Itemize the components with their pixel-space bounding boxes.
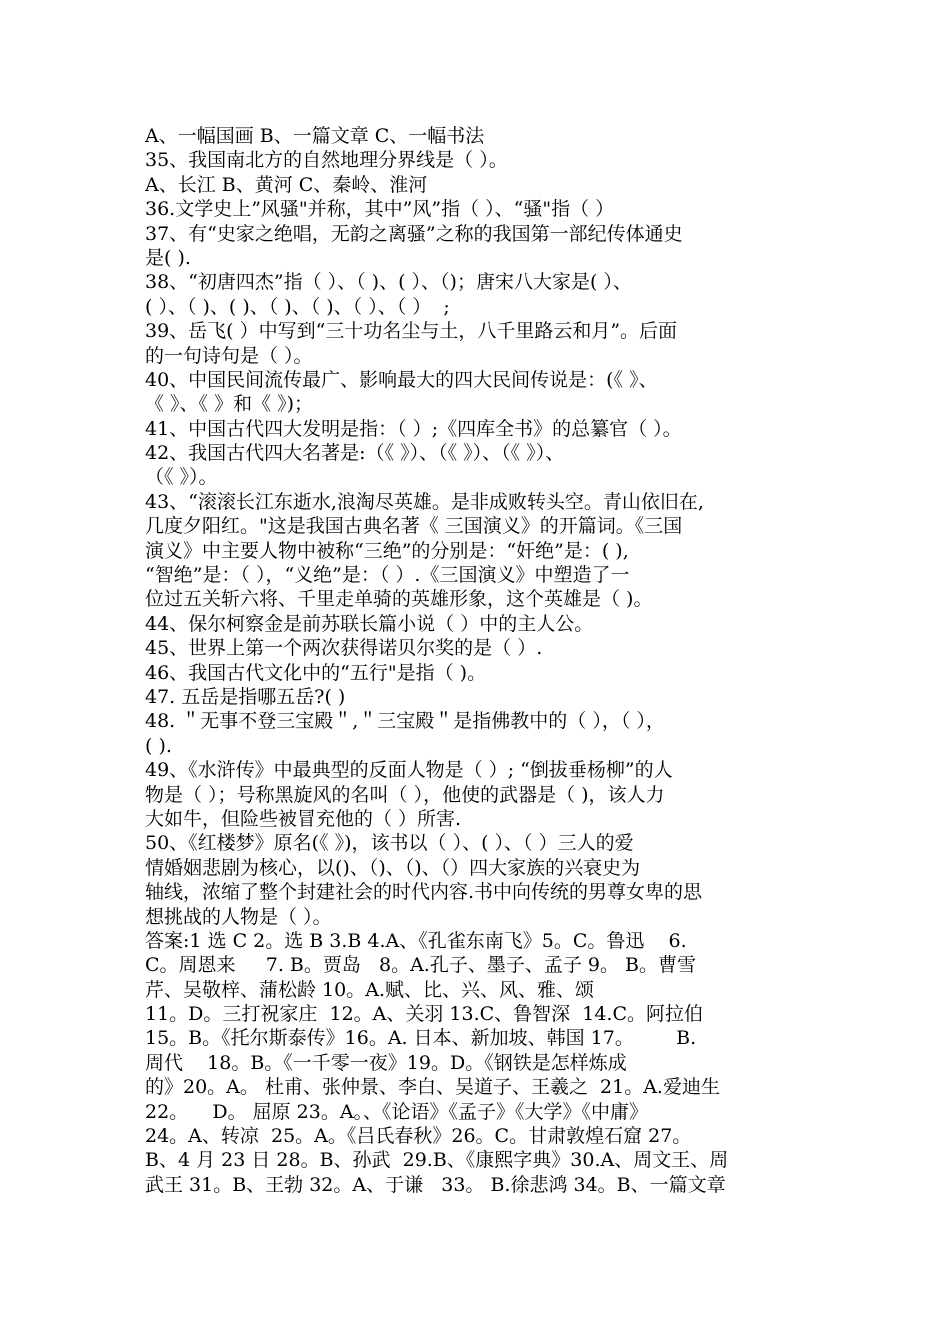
text-line: 的一句诗句是（ ）。 xyxy=(145,344,313,367)
text-line: A、一幅国画 B、一篇文章 C、一幅书法 xyxy=(145,125,485,147)
text-line: 47. 五岳是指哪五岳?( ) xyxy=(145,685,346,708)
text-line: 38、“初唐四杰”指（ ）、（ )、( ）、（)；唐宋八大家是( ）、 xyxy=(145,271,632,294)
text-line: 40、中国民间流传最广、影响最大的四大民间传说是：(《 》、 xyxy=(145,368,658,391)
text-line: 演义》中主要人物中被称“三绝”的分别是：“奸绝”是：( ), xyxy=(145,539,629,562)
text-line: 42、我国古代四大名著是:（《 》）、（《 》）、（《 》）、 xyxy=(145,442,565,465)
answer-line: 答案:1 选 C 2。选 B 3.B 4.A、《孔雀东南飞》5。C。鲁迅 6. xyxy=(145,929,687,952)
text-line: （《 》）。 xyxy=(145,466,218,489)
text-line: 44、保尔柯察金是前苏联长篇小说（ ）中的主人公。 xyxy=(145,612,594,635)
text-line: 48. ＂无事不登三宝殿＂,＂三宝殿＂是指佛教中的（ ），（ ）， xyxy=(145,710,665,733)
text-line: 43、“滚滚长江东逝水,浪淘尽英雄。是非成败转头空。青山依旧在, xyxy=(145,490,704,513)
text-line: 36.文学史上”风骚"并称，其中”风”指（ ）、“骚"指（ ） xyxy=(145,198,615,221)
answer-line: 11。D。三打祝家庄 12。A、关羽 13.C、鲁智深 14.C。阿拉伯 xyxy=(145,1003,704,1026)
answer-line: B、4 月 23 日 28。B、孙武 29.B、《康熙字典》30.A、周文王、周 xyxy=(145,1149,729,1172)
text-line: 35、我国南北方的自然地理分界线是（ ）。 xyxy=(145,149,508,172)
text-line: ( ）、（ )、( )、（ )、（ )、（ ）、（ ） ; xyxy=(145,295,450,318)
text-line: 几度夕阳红。"这是我国古典名著《 三国演义》的开篇词。《三国 xyxy=(145,515,683,538)
text-line: 《 》、《 》和《 》)； xyxy=(145,393,314,416)
answer-line: C。周恩来 7. B。贾岛 8。A.孔子、墨子、孟子 9。 B。曹雪 xyxy=(145,954,696,977)
answer-line: 15。B。《托尔斯泰传》16。A. 日本、新加坡、韩国 17。 B. xyxy=(145,1027,697,1050)
answer-line: 周代 18。B。《一千零一夜》19。D。《钢铁是怎样炼成 xyxy=(145,1051,627,1074)
text-line: ( ). xyxy=(145,734,172,757)
answer-line: 武王 31。B、王勃 32。A、于谦 33。 B.徐悲鸿 34。B、一篇文章 xyxy=(145,1173,726,1196)
text-line: 41、中国古代四大发明是指：（ ）;《四库全书》的总纂官（ ）。 xyxy=(145,417,682,440)
text-line: 45、世界上第一个两次获得诺贝尔奖的是（ ）. xyxy=(145,637,543,660)
text-line: 39、岳飞( ）中写到“三十功名尘与土，八千里路云和月”。后面 xyxy=(145,320,678,343)
answer-line: 24。A、转凉 25。A。《吕氏春秋》26。C。甘肃敦煌石窟 27。 xyxy=(145,1125,692,1148)
answer-line: 芹、吴敬梓、蒲松龄 10。A.赋、比、兴、风、雅、颂 xyxy=(145,978,594,1001)
text-line: 大如牛，但险些被冒充他的（ ）所害. xyxy=(145,807,462,830)
answer-line: 的》20。A。 杜甫、张仲景、李白、吴道子、王羲之 21。A.爱迪生 xyxy=(145,1076,720,1099)
text-line: 46、我国古代文化中的“五行"是指（ )。 xyxy=(145,661,487,684)
answer-line: 22。 D。 屈原 23。A。、《论语》《孟子》《大学》《中庸》 xyxy=(145,1100,649,1123)
text-line: 轴线，浓缩了整个封建社会的时代内容.书中向传统的男尊女卑的思 xyxy=(145,881,703,904)
text-line: 情婚姻悲剧为核心，以()、（)、（)、（）四大家族的兴衰史为 xyxy=(145,856,641,879)
text-line: 想挑战的人物是（ ）。 xyxy=(145,905,332,928)
text-line: A、长江 B、黄河 C、秦岭、淮河 xyxy=(145,173,428,196)
text-line: “智绝”是：（ ），“义绝”是：（ ）.《三国演义》中塑造了一 xyxy=(145,564,630,587)
text-line: 是( ). xyxy=(145,246,191,269)
text-line: 物是（ ）；号称黑旋风的名叫（ ），他使的武器是（ )，该人力 xyxy=(145,783,665,806)
text-line: 49、《水浒传》中最典型的反面人物是（ ）; “倒拔垂杨柳”的人 xyxy=(145,759,673,782)
document-body xyxy=(145,124,810,1197)
text-line: 50、《红楼梦》原名(《 》)，该书以（ ）、( ）、（ ）三人的爱 xyxy=(145,832,634,855)
text-line: 位过五关斩六将、千里走单骑的英雄形象，这个英雄是（ )。 xyxy=(145,588,653,611)
text-line: 37、有“史家之绝唱，无韵之离骚”之称的我国第一部纪传体通史 xyxy=(145,222,683,245)
